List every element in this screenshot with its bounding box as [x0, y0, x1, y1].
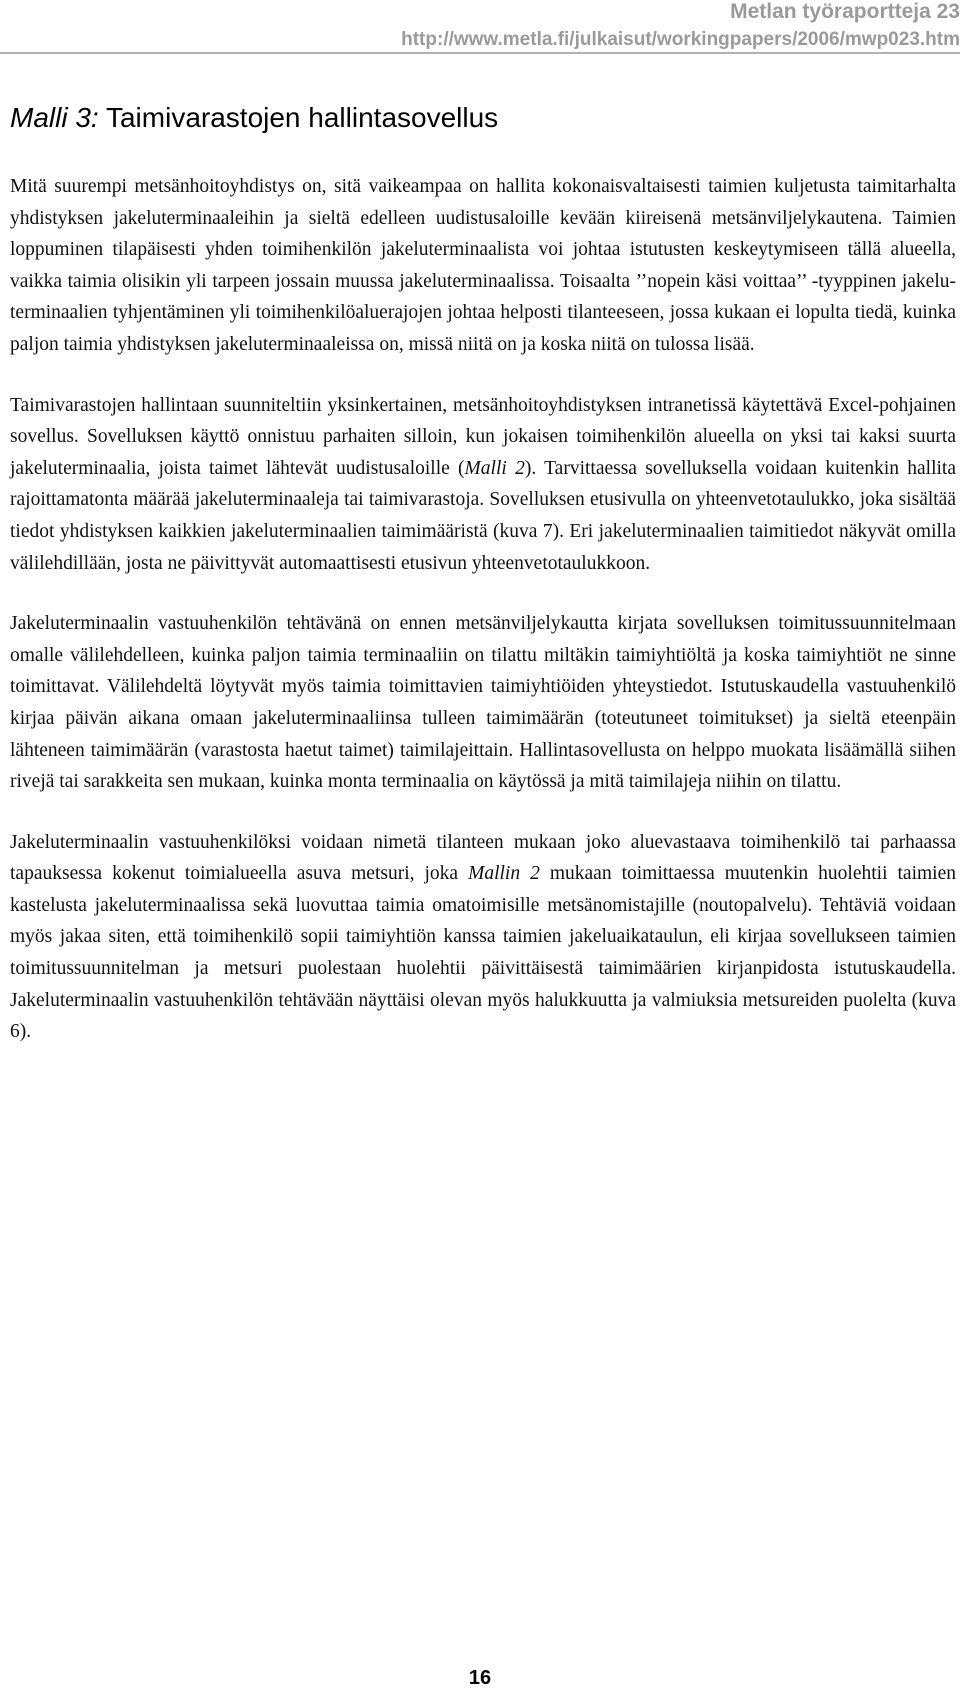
paragraph-text: ). Tarvittaessa sovelluksella voidaan kuitenkin hallita rajoittamatonta määrää jakeluterminaaleja tai taimivarastoja. Sovelluksen etusivulla on yhteenvetotaulukko, joka sisältää tiedot yhdistyksen kaikkien jakeluterminaalien taimimääristä (kuva 7). Eri jakeluterminaalien taimitiedot näkyvät omilla välilehdillään, josta ne päivittyvät automaattisesti etusivun yhteenvetotaulukkoon. [10, 457, 957, 574]
model-reference: Malli 2 [464, 457, 525, 479]
series-title: Metlan työraportteja 23 [730, 0, 960, 23]
running-header [0, 0, 960, 58]
section-title [10, 101, 950, 135]
section-title-text: Taimivarastojen hallintasovellus [98, 102, 499, 133]
body-text [10, 171, 956, 1077]
paragraph-text: Jakeluterminaalin vastuuhenkilöksi voidaan nimetä tilanteen mukaan joko aluevastaava toimihenkilö tai parhaassa tapauksessa kokenut toimialueella asuva metsuri, joka [10, 831, 956, 885]
paragraph: Mitä suurempi metsänhoitoyhdistys on, sitä vaikeampaa on hallita kokonaisvaltaisesti taimien kuljetusta taimitarhalta yhdistyksen jakeluterminaaleihin ja sieltä edelleen uudistusaloille kevään kiireisenä metsänviljelykautena. Taimien loppuminen tilapäisesti yhden toimihenkilön jakeluterminaalista voi johtaa istutusten keskeytymiseen tällä alueella, vaikka taimia olisikin yli tarpeen jossain muussa jakeluterminaalissa. Toisaalta ’’nopein käsi voittaa’’ -tyyppinen jakelu-terminaalien tyhjentäminen yli toimihenkilöaluerajojen johtaa helposti tilanteeseen, jossa kukaan ei lopulta tiedä, kuinka paljon taimia yhdistyksen jakeluterminaaleissa on, missä niitä on ja koska niitä on tulossa lisää. [10, 176, 956, 355]
paragraph [10, 390, 956, 580]
paragraph: Jakeluterminaalin vastuuhenkilön tehtävänä on ennen metsänviljelykautta kirjata sovelluksen toimitussuunnitelmaan omalle välilehdelleen, kuinka paljon taimia terminaaliin on tilattu miltäkin taimiyhtiöltä ja koska taimiyhtiöt ne sinne toimittavat. Välilehdeltä löytyvät myös taimia toimittavien taimiyhtiöiden yhteystiedot. Istutuskaudella vastuuhenkilö kirjaa päivän aikana omaan jakeluterminaaliinsa tulleen taimimäärän (toteutuneet toimitukset) ja sieltä eteenpäin lähteneen taimimäärän (varastosta haetut taimet) taimilajeittain. Hallintasovellusta on helppo muokata lisäämällä siihen rivejä tai sarakkeita sen mukaan, kuinka monta terminaalia on käytössä ja mitä taimilajeja niihin on tilattu. [10, 613, 956, 793]
header-rule [0, 52, 960, 54]
paragraph [10, 827, 956, 1048]
model-reference: Mallin 2 [468, 863, 540, 885]
section-title-lead: Malli 3: [10, 102, 99, 133]
publication-url: http://www.metla.fi/julkaisut/workingpapers/2006/mwp023.htm [401, 29, 960, 50]
paragraph-text: Taimivarastojen hallintaan suunniteltiin yksinkertainen, metsänhoitoyhdistyksen intranetissä käytettävä Excel-pohjainen sovellus. Sovelluksen käyttö onnistuu parhaiten silloin, kun jokaisen toimihenkilön alueella on yksi tai kaksi suurta jakeluterminaalia, joista taimet lähtevät uudistusaloille ( [10, 394, 956, 479]
page-number: 16 [468, 1667, 492, 1689]
paragraph-text: mukaan toimittaessa muutenkin huolehtii taimien kastelusta jakeluterminaalissa sekä luovuttaa taimia omatoimisille metsänomistajille (noutopalvelu). Tehtäviä voidaan myös jakaa siten, että toimihenkilö sopii taimiyhtiön kanssa taimien jakeluaikataulun, eli kirjaa sovellukseen taimien toimitussuunnitelman ja metsuri puolestaan huolehtii päivittäisestä taimimäärien kirjanpidosta istutuskaudella. Jakeluterminaalin vastuuhenkilön tehtävään näyttäisi olevan myös halukkuutta ja valmiuksia metsureiden puolelta (kuva 6). [10, 863, 956, 1043]
